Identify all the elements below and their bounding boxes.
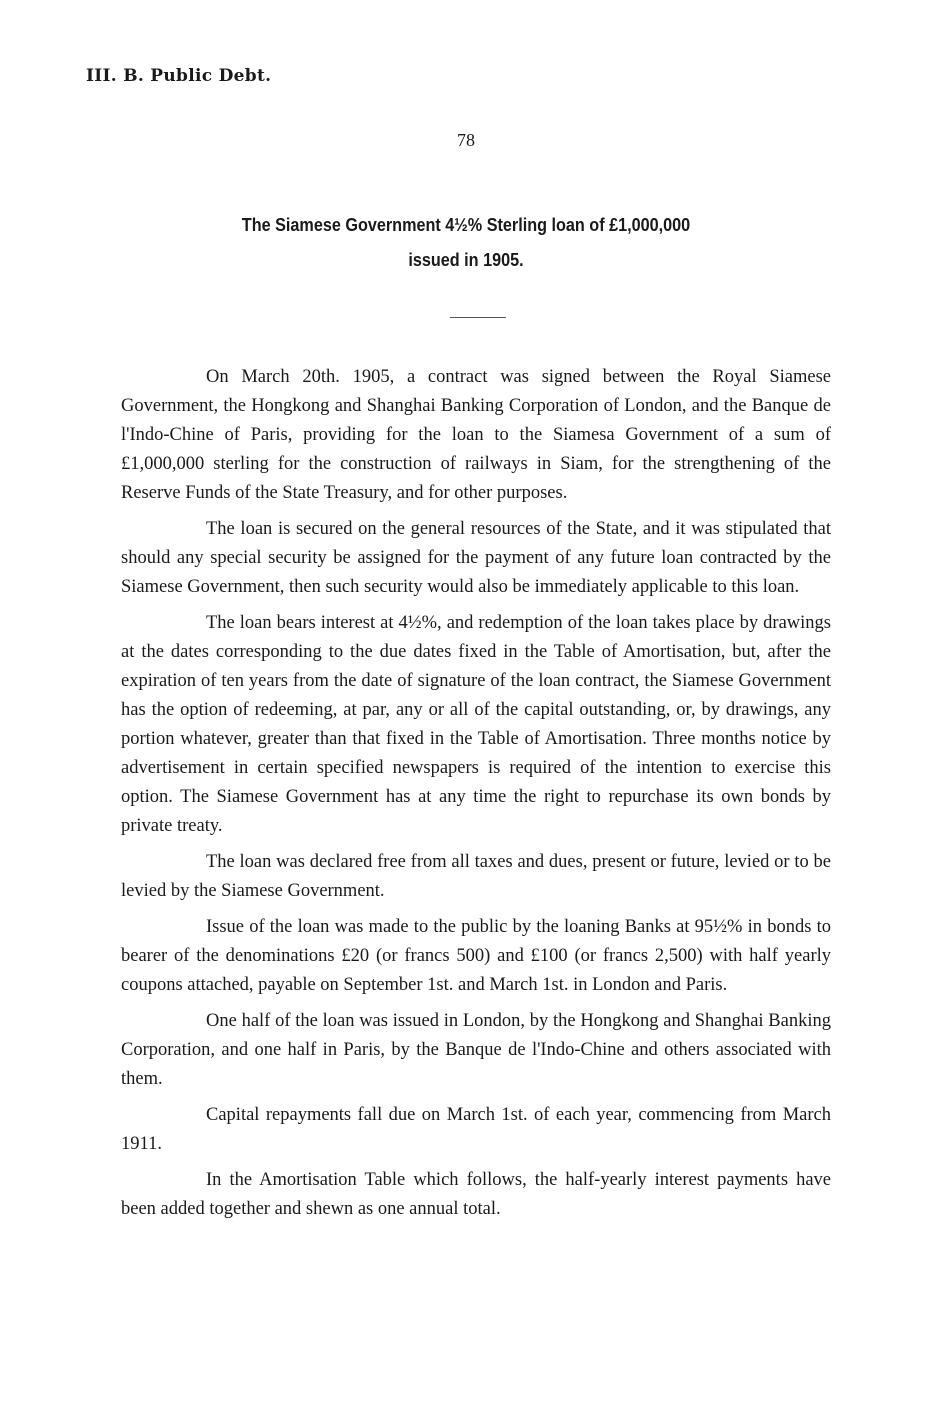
paragraph-tax-exemption: The loan was declared free from all taxes and dues, present or future, levied or to be levied by the Siamese Government.: [121, 852, 831, 901]
paragraph-issuers: One half of the loan was issued in London, by the Hongkong and Shanghai Banking Corporation, and one half in Paris, by the Banque de l'Indo-Chine and others associated with them.: [121, 1011, 831, 1089]
title-line-1: The Siamese Government 4½% Sterling loan of £1,000,000: [241, 215, 691, 235]
paragraph-amortisation-note: In the Amortisation Table which follows, the half-yearly interest payments have been added together and shewn as one annual total.: [121, 1170, 831, 1219]
paragraph-interest-redemption: The loan bears interest at 4½%, and redemption of the loan takes place by drawings at the dates corresponding to the due dates fixed in the Table of Amortisation, but, after the expiration of ten years from the date of signature of the loan contract, the Siamese Government has the option of redeeming, at par, any or all of the capital outstanding, or, by drawings, any portion whatever, greater than that fixed in the Table of Amortisation. Three months notice by advertisement in certain specified newspapers is required of the intention to exercise this option. The Siamese Government has at any time the right to repurchase its own bonds by private treaty.: [121, 613, 831, 836]
paragraph-security: The loan is secured on the general resources of the State, and it was stipulated that should any special security be assigned for the payment of any future loan contracted by the Siamese Government, then such security would also be immediately applicable to this loan.: [121, 519, 831, 597]
paragraph-issue: Issue of the loan was made to the public by the loaning Banks at 95½% in bonds to bearer of the denominations £20 (or francs 500) and £100 (or francs 2,500) with half yearly coupons attached, payable on September 1st. and March 1st. in London and Paris.: [121, 917, 831, 995]
paragraph-capital-repayments: Capital repayments fall due on March 1st. of each year, commencing from March 1911.: [121, 1105, 831, 1154]
page-number: 78: [457, 130, 475, 150]
section-header: III. B. Public Debt.: [86, 66, 272, 86]
document-title: [182, 208, 751, 278]
paragraph-contract: On March 20th. 1905, a contract was signed between the Royal Siamese Government, the Hongkong and Shanghai Banking Corporation of London, and the Banque de l'Indo-Chine of Paris, providing for the loan to the Siamesa Government of a sum of £1,000,000 sterling for the construction of railways in Siam, for the strengthening of the Reserve Funds of the State Treasury, and for other purposes.: [121, 367, 831, 503]
title-line-2: issued in 1905.: [408, 250, 524, 270]
title-divider: [450, 317, 506, 318]
body-text: [121, 363, 831, 1231]
